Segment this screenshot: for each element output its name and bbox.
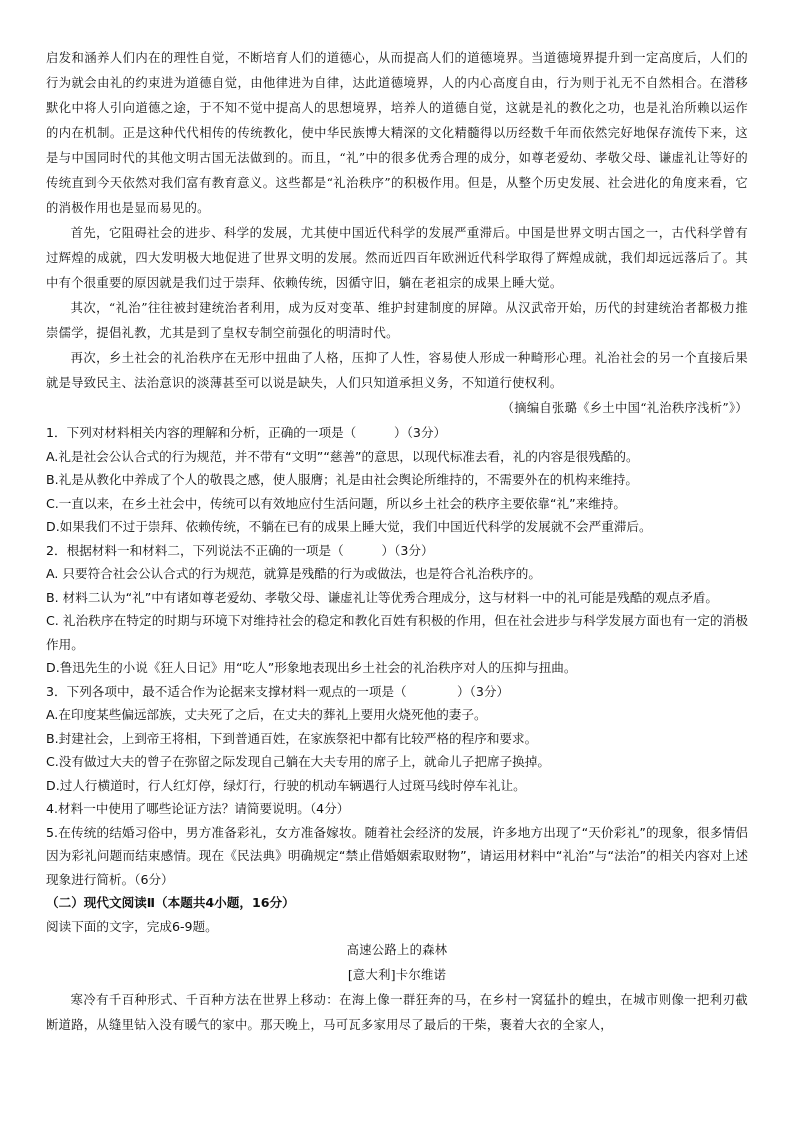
- passage-paragraph-1: 寒冷有千百种形式、千百种方法在世界上移动：在海上像一群狂奔的马，在乡村一窝猛扑的蝗虫，在城市则像一把利刃截断道路，从缝里钻入没有暖气的家中。那天晚上，马可瓦多家用尽了最后的干柴，裹着大衣的全家人，: [46, 993, 748, 1032]
- section-2-heading: （二）现代文阅读Ⅱ（本题共4小题，16分）: [46, 895, 295, 910]
- question-5: 5.在传统的结婚习俗中，男方准备彩礼，女方准备嫁妆。随着社会经济的发展，许多地方出现了“天价彩礼”的现象，很多情侣因为彩礼问题而结束感情。现在《民法典》明确规定“禁止借婚姻索取财物”，请运用材料中“礼治”与“法治”的相关内容对上述现象进行简析。（6分）: [46, 824, 748, 887]
- question-1-option-c: C.一直以来，在乡土社会中，传统可以有效地应付生活问题，所以乡土社会的秩序主要依靠“礼”来维持。: [46, 495, 626, 511]
- material-source: （摘编自张璐《乡土中国“礼治秩序浅析”》）: [501, 401, 748, 415]
- question-1-option-b: B.礼是从教化中养成了个人的敬畏之感，使人服膺；礼是由社会舆论所维持的，不需要外在的机构来维持。: [46, 472, 638, 487]
- question-3-option-b: B.封建社会，上到帝王将相，下到普通百姓，在家族祭祀中都有比较严格的程序和要求。: [46, 730, 538, 746]
- question-2-option-c: C. 礼治秩序在特定的时期与环境下对维持社会的稳定和教化百姓有积极的作用，但在社会进步与科学发展方面也有一定的消极作用。: [46, 613, 748, 652]
- question-2-stem: 2．根据材料一和材料二，下列说法不正确的一项是（ ）（3分）: [46, 542, 434, 558]
- passage-title: 高速公路上的森林: [346, 943, 448, 957]
- questions: [46, 421, 748, 938]
- material-one: [46, 46, 748, 421]
- reading-passage: [46, 938, 748, 1038]
- material-paragraph-2: 首先，它阻碍社会的进步、科学的发展，尤其使中国近代科学的发展严重滞后。中国是世界文明古国之一，古代科学曾有过辉煌的成就，四大发明极大地促进了世界文明的发展。然而近四百年欧洲近代科学取得了辉煌成就，我们却远远落后了。其中有个很重要的原因就是我们过于崇拜、依赖传统，因循守旧，躺在老祖宗的成果上睡大觉。: [46, 226, 748, 290]
- material-paragraph-4: 再次，乡土社会的礼治秩序在无形中扭曲了人格，压抑了人性，容易使人形成一种畸形心理。礼治社会的另一个直接后果就是导致民主、法治意识的淡薄甚至可以说是缺失，人们只知道承担义务，不知道行使权利。: [46, 351, 748, 390]
- question-3-option-d: D.过人行横道时，行人红灯停，绿灯行，行驶的机动车辆遇行人过斑马线时停车礼让。: [46, 777, 526, 793]
- question-1-option-d: D.如果我们不过于崇拜、依赖传统，不躺在已有的成果上睡大觉，我们中国近代科学的发展就不会严重滞后。: [46, 519, 652, 534]
- question-1-stem: 1．下列对材料相关内容的理解和分析，正确的一项是（ ）（3分）: [46, 425, 447, 440]
- question-2-option-b: B. 材料二认为“礼”中有诸如尊老爱幼、孝敬父母、谦虚礼让等优秀合理成分，这与材料一中的礼可能是残酷的观点矛盾。: [46, 589, 718, 605]
- material-paragraph-3: 其次，“礼治”往往被封建统治者利用，成为反对变革、维护封建制度的屏障。从汉武帝开始，历代的封建统治者都极力推崇儒学，提倡礼教，尤其是到了皇权专制空前强化的明清时代。: [46, 301, 748, 340]
- passage-author: [意大利]卡尔维诺: [347, 968, 447, 982]
- question-1-option-a: A.礼是社会公认合式的行为规范，并不带有“文明”“慈善”的意思，以现代标准去看，礼的内容是很残酷的。: [46, 448, 639, 464]
- question-2-option-a: A. 只要符合社会公认合式的行为规范，就算是残酷的行为或做法，也是符合礼治秩序的。: [46, 566, 541, 581]
- question-3-option-c: C.没有做过大夫的曾子在弥留之际发现自己躺在大夫专用的席子上，就命儿子把席子换掉。: [46, 754, 550, 769]
- question-3-option-a: A.在印度某些偏远部族，丈夫死了之后，在丈夫的葬礼上要用火烧死他的妻子。: [46, 707, 487, 722]
- question-2-option-d: D.鲁迅先生的小说《狂人日记》用“吃人”形象地表现出乡土社会的礼治秩序对人的压抑与扭曲。: [46, 660, 577, 675]
- material-paragraph-1: 启发和涵养人们内在的理性自觉，不断培育人们的道德心，从而提高人们的道德境界。当道德境界提升到一定高度后，人们的行为就会由礼的约束进为道德自觉，由他律进为自律，达此道德境界，人的内心高度自由，行为则于礼无不自然相合。在潜移默化中将人引向道德之途，于不知不觉中提高人的思想境界，培养人的道德自觉，这就是礼的教化之功，也是礼治所赖以运作的内在机制。正是这种代代相传的传统教化，使中华民族博大精深的文化精髓得以历经数千年而依然完好地保存流传下来，这是与中国同时代的其他文明古国无法做到的。而且，“礼”中的很多优秀合理的成分，如尊老爱幼、孝敬父母、谦虚礼让等好的传统直到今天依然对我们富有教育意义。这些都是“礼治秩序”的积极作用。但是，从整个历史发展、社会进化的角度来看，它的消极作用也是显而易见的。: [46, 51, 748, 215]
- question-4: 4.材料一中使用了哪些论证方法？请简要说明。（4分）: [46, 801, 350, 816]
- section-2-instruction: 阅读下面的文字，完成6-9题。: [46, 918, 218, 934]
- question-3-stem: 3．下列各项中，最不适合作为论据来支撑材料一观点的一项是（ ）（3分）: [46, 683, 510, 699]
